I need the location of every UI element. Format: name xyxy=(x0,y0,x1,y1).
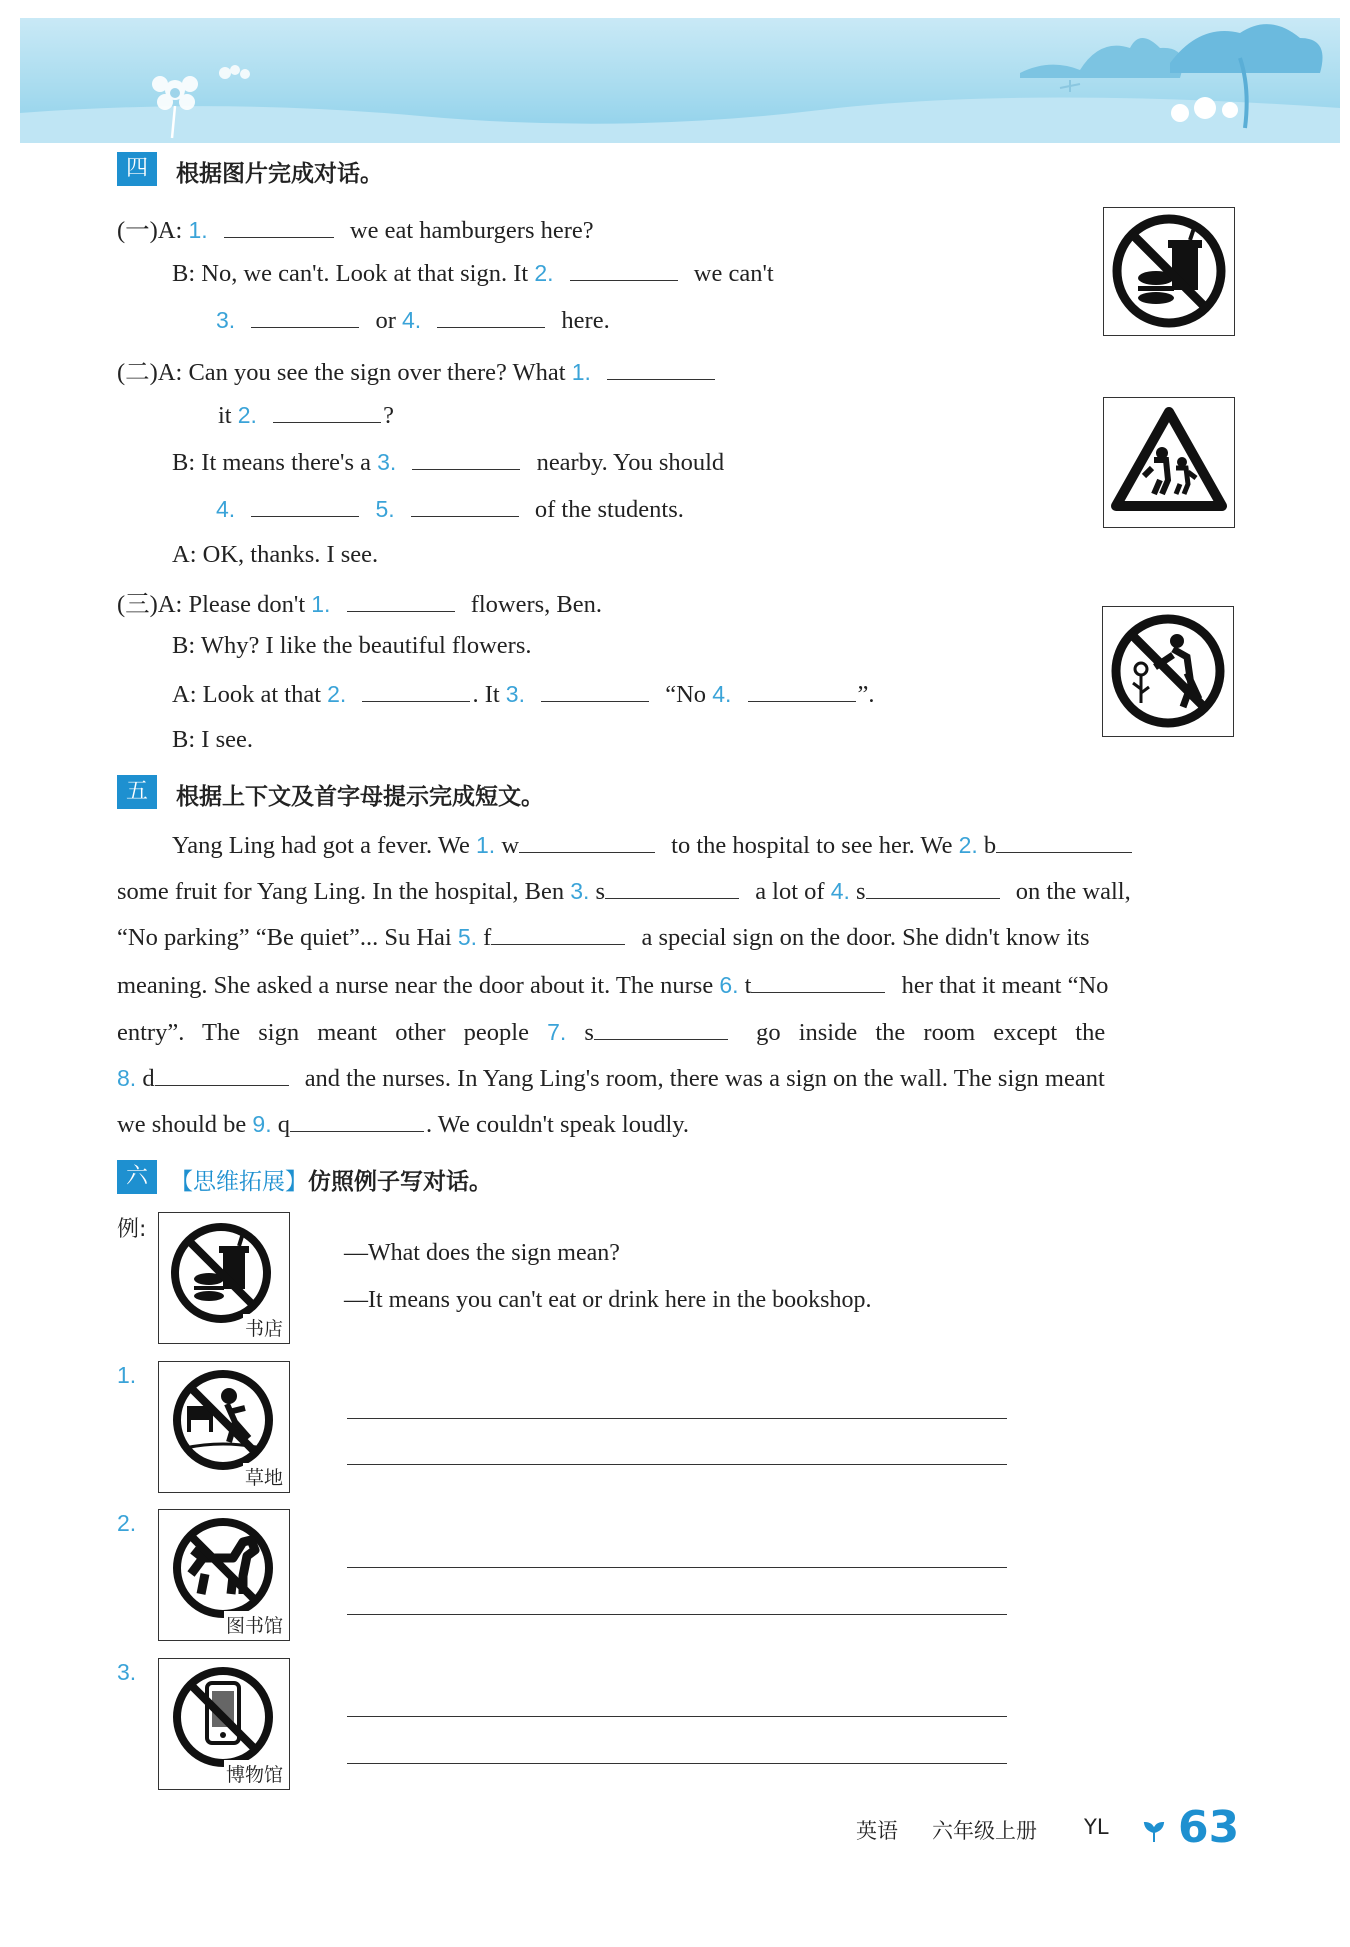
blank-number: 1. xyxy=(571,359,591,385)
section-5-badge: 五 xyxy=(117,775,157,809)
answer-blank[interactable] xyxy=(570,258,678,281)
blank-number: 4. xyxy=(830,878,850,904)
letter-hint: s xyxy=(584,1019,594,1046)
item-2-caption: 图书馆 xyxy=(224,1611,285,1638)
dialogue-2-line-1 xyxy=(117,353,725,388)
dialogue-3-line-4 xyxy=(172,726,253,754)
passage-text: to the hospital to see her. We xyxy=(671,832,953,859)
letter-hint: t xyxy=(744,972,752,999)
answer-blank[interactable] xyxy=(155,1063,289,1086)
item-3-number: 3. xyxy=(117,1659,137,1685)
answer-blank[interactable] xyxy=(751,970,885,993)
no-picking-flowers-sign-icon xyxy=(1102,606,1234,737)
passage-text: a lot of xyxy=(755,878,825,905)
blank-number: 3. xyxy=(377,449,397,475)
passage-text: . We couldn't speak loudly. xyxy=(425,1111,690,1138)
line-text: here. xyxy=(561,307,610,334)
item-3-answer-line-1[interactable] xyxy=(347,1716,1007,1717)
passage-line-3 xyxy=(117,922,1090,952)
letter-hint: q xyxy=(277,1111,290,1138)
answer-blank[interactable] xyxy=(437,305,545,328)
answer-blank[interactable] xyxy=(748,679,856,702)
passage-line-5 xyxy=(117,1017,1105,1047)
blank-number: 5. xyxy=(457,924,478,950)
dialogue-label: (三) xyxy=(117,591,158,618)
passage-line-7 xyxy=(117,1109,689,1139)
line-text: flowers, Ben. xyxy=(470,591,603,618)
item-1-caption: 草地 xyxy=(243,1463,285,1490)
line-text: No, we can't. Look at that sign. It xyxy=(201,260,529,287)
footer-edition: YL xyxy=(1084,1815,1109,1839)
blank-number: 1. xyxy=(188,217,208,243)
no-dogs-sign-icon xyxy=(158,1509,290,1641)
line-text: ”. xyxy=(857,681,875,708)
line-text: Why? I like the beautiful flowers. xyxy=(200,632,532,659)
item-2-number: 2. xyxy=(117,1510,137,1536)
speaker: B: xyxy=(172,726,196,753)
line-text: It means there's a xyxy=(201,449,371,476)
line-text: Can you see the sign over there? What xyxy=(188,359,566,386)
line-text: nearby. You should xyxy=(536,449,725,476)
passage-text: a special sign on the door. She didn't know its xyxy=(641,924,1090,951)
item-1-answer-line-2[interactable] xyxy=(347,1464,1007,1465)
passage-text: Yang Ling had got a fever. We xyxy=(172,832,470,859)
speaker: B: xyxy=(172,449,196,476)
letter-hint: d xyxy=(142,1065,155,1092)
letter-hint: s xyxy=(856,878,866,905)
item-1-number: 1. xyxy=(117,1362,137,1388)
item-3-caption: 博物馆 xyxy=(224,1760,285,1787)
passage-text: some fruit for Yang Ling. In the hospital, Ben xyxy=(117,878,565,905)
footer-grade: 六年级上册 xyxy=(932,1819,1037,1843)
dialogue-1-line-3 xyxy=(216,305,610,335)
section-4-title: 根据图片完成对话。 xyxy=(176,161,383,187)
section-6-badge: 六 xyxy=(117,1160,157,1194)
dialogue-2-line-3 xyxy=(172,447,724,477)
speaker: A: xyxy=(172,541,197,568)
passage-text: “No parking” “Be quiet”... Su Hai xyxy=(117,924,452,951)
passage-text: entry”. The sign meant other people xyxy=(117,1019,529,1046)
no-food-drink-sign-icon xyxy=(1103,207,1235,336)
answer-blank[interactable] xyxy=(541,679,649,702)
blank-number: 3. xyxy=(216,307,236,333)
item-2-answer-line-1[interactable] xyxy=(347,1567,1007,1568)
speaker: B: xyxy=(172,632,196,659)
no-walking-on-grass-sign-icon xyxy=(158,1361,290,1493)
blank-number: 9. xyxy=(252,1111,272,1137)
letter-hint: w xyxy=(501,832,520,859)
passage-text: her that it meant “No xyxy=(901,972,1109,999)
blank-number: 4. xyxy=(712,681,732,707)
dialogue-2-line-2 xyxy=(218,400,394,430)
answer-blank[interactable] xyxy=(491,922,625,945)
line-text: OK, thanks. I see. xyxy=(202,541,379,568)
letter-hint: f xyxy=(483,924,492,951)
passage-line-6 xyxy=(117,1063,1105,1093)
passage-text: meaning. She asked a nurse near the door about it. The nurse xyxy=(117,972,714,999)
answer-blank[interactable] xyxy=(273,400,381,423)
blank-number: 6. xyxy=(719,972,739,998)
passage-text: on the wall, xyxy=(1015,878,1131,905)
dialogue-label: (一) xyxy=(117,217,158,244)
no-mobile-phone-sign-icon xyxy=(158,1658,290,1790)
dialogue-1-line-2 xyxy=(172,258,774,288)
answer-blank[interactable] xyxy=(224,215,334,238)
footer-subject: 英语 xyxy=(856,1819,898,1843)
answer-blank[interactable] xyxy=(290,1109,424,1132)
passage-text: and the nurses. In Yang Ling's room, there was a sign on the wall. The sign meant xyxy=(304,1065,1105,1092)
answer-blank[interactable] xyxy=(411,494,519,517)
section-6-title xyxy=(170,1163,492,1196)
blank-number: 2. xyxy=(237,402,257,428)
section-6-title-text: 仿照例子写对话。 xyxy=(308,1169,492,1195)
dialogue-2-line-4 xyxy=(216,494,684,524)
leaf-icon xyxy=(1142,1820,1166,1844)
speaker: A: xyxy=(157,359,183,386)
speaker: A: xyxy=(157,217,183,244)
answer-blank[interactable] xyxy=(251,305,359,328)
dialogue-3-line-2 xyxy=(172,632,531,660)
answer-blank[interactable] xyxy=(347,589,455,612)
passage-text: go inside the room except the xyxy=(756,1019,1106,1046)
dialogue-1-line-1 xyxy=(117,211,594,246)
dialogue-2-line-5 xyxy=(172,541,378,569)
blank-number: 3. xyxy=(505,681,525,707)
line-text: Please don't xyxy=(188,591,306,618)
dialogue-3-line-3 xyxy=(172,679,875,709)
line-text: or xyxy=(375,307,396,334)
blank-number: 2. xyxy=(958,832,978,858)
passage-line-4 xyxy=(117,970,1108,1000)
banner-decoration-icon xyxy=(20,18,1340,143)
answer-blank[interactable] xyxy=(594,1017,728,1040)
line-text: I see. xyxy=(201,726,253,753)
blank-number: 4. xyxy=(216,496,236,522)
line-text: Look at that xyxy=(202,681,322,708)
example-label: 例: xyxy=(117,1217,147,1242)
passage-text: we should be xyxy=(117,1111,247,1138)
line-text: ? xyxy=(383,402,394,429)
line-text: . It xyxy=(472,681,500,708)
page-number: 63 xyxy=(1178,1802,1240,1853)
example-sign-caption: 书店 xyxy=(243,1314,285,1341)
dialogue-3-line-1 xyxy=(117,585,602,620)
item-1-answer-line-1[interactable] xyxy=(347,1418,1007,1419)
line-text: we eat hamburgers here? xyxy=(349,217,594,244)
answer-blank[interactable] xyxy=(362,679,470,702)
children-crossing-sign-icon xyxy=(1103,397,1235,528)
answer-blank[interactable] xyxy=(607,357,715,380)
letter-hint: b xyxy=(983,832,997,859)
blank-number: 1. xyxy=(311,591,331,617)
line-text: we can't xyxy=(693,260,774,287)
dialogue-label: (二) xyxy=(117,359,158,386)
line-text: it xyxy=(218,402,232,429)
example-no-food-drink-sign-icon xyxy=(158,1212,290,1344)
example-question: —What does the sign mean? xyxy=(344,1240,620,1266)
line-text: “No xyxy=(665,681,707,708)
blank-number: 5. xyxy=(375,496,395,522)
answer-blank[interactable] xyxy=(866,876,1000,899)
blank-number: 1. xyxy=(476,832,496,858)
header-banner xyxy=(20,18,1340,143)
blank-number: 3. xyxy=(570,878,590,904)
answer-blank[interactable] xyxy=(519,830,655,853)
answer-blank[interactable] xyxy=(412,447,520,470)
speaker: A: xyxy=(157,591,183,618)
section-4-badge: 四 xyxy=(117,152,157,186)
example-answer: —It means you can't eat or drink here in the bookshop. xyxy=(344,1287,872,1313)
blank-number: 4. xyxy=(401,307,422,333)
line-text: of the students. xyxy=(534,496,684,523)
speaker: B: xyxy=(172,260,196,287)
blank-number: 7. xyxy=(547,1019,567,1045)
answer-blank[interactable] xyxy=(251,494,359,517)
blank-number: 2. xyxy=(534,260,554,286)
answer-blank[interactable] xyxy=(605,876,739,899)
speaker: A: xyxy=(172,681,197,708)
item-2-answer-line-2[interactable] xyxy=(347,1614,1007,1615)
passage-line-1 xyxy=(172,830,1132,860)
answer-blank[interactable] xyxy=(996,830,1132,853)
section-5-title: 根据上下文及首字母提示完成短文。 xyxy=(176,784,544,810)
section-6-tag: 【思维拓展】 xyxy=(170,1169,308,1195)
blank-number: 2. xyxy=(327,681,347,707)
item-3-answer-line-2[interactable] xyxy=(347,1763,1007,1764)
letter-hint: s xyxy=(595,878,606,905)
blank-number: 8. xyxy=(117,1065,137,1091)
passage-line-2 xyxy=(117,876,1131,906)
